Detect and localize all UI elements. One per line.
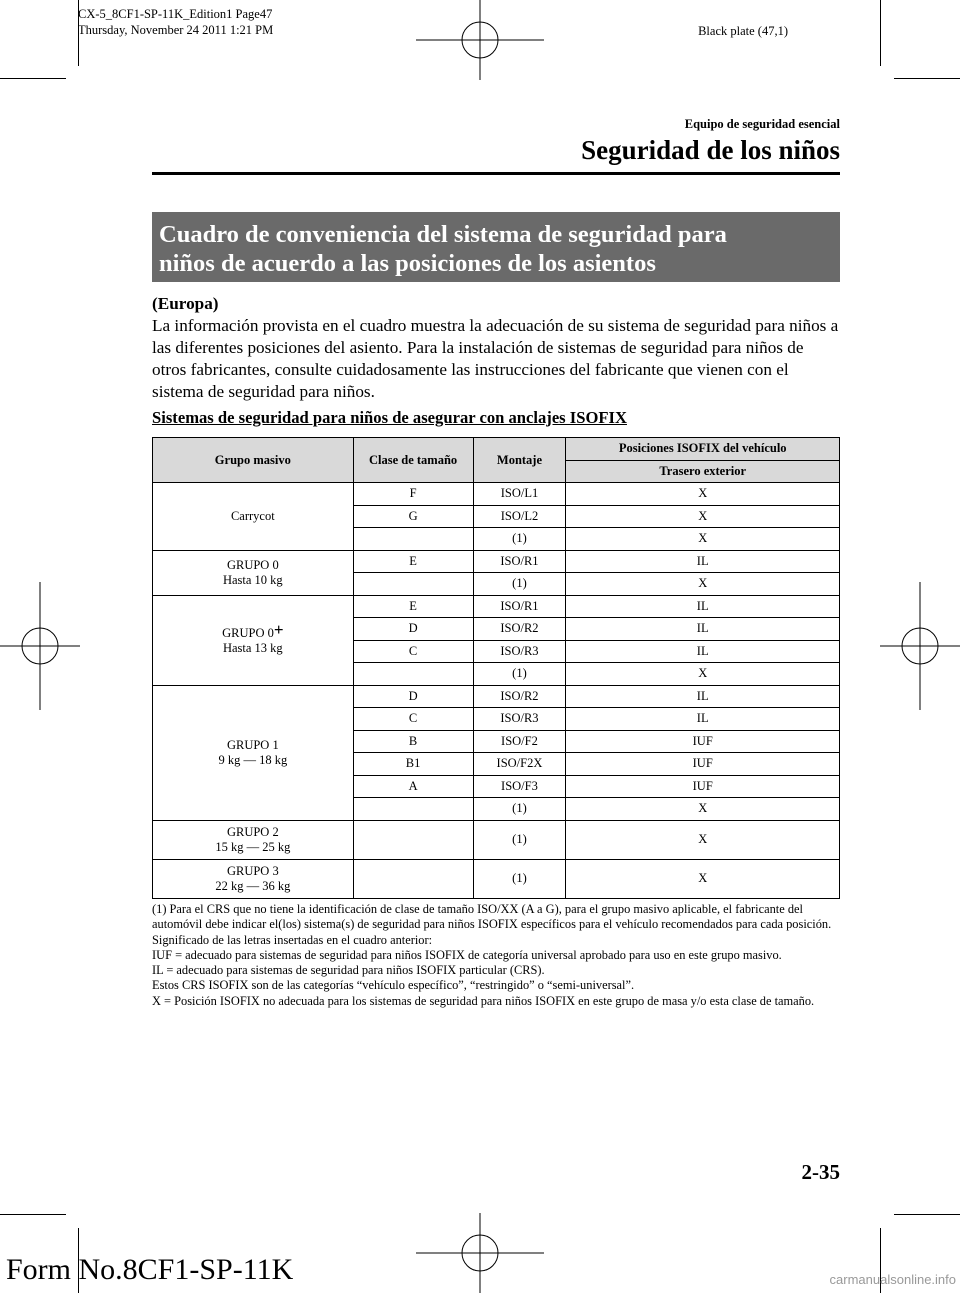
position-cell: X: [566, 820, 840, 859]
table-row: [153, 550, 840, 573]
group-weight: Hasta 13 kg: [222, 640, 283, 655]
region-label: (Europa): [152, 294, 219, 313]
position-cell: IL: [566, 618, 840, 641]
mount-cell: (1): [473, 859, 566, 898]
size-class-cell: E: [353, 595, 473, 618]
position-cell: X: [566, 573, 840, 596]
mount-cell: ISO/F2X: [473, 753, 566, 776]
header-rule: [152, 172, 840, 175]
mount-cell: ISO/L2: [473, 505, 566, 528]
crop-mark: [880, 0, 881, 66]
page-number: 2-35: [801, 1160, 840, 1184]
position-cell: X: [566, 859, 840, 898]
table-row: [153, 483, 840, 506]
mount-cell: (1): [473, 798, 566, 821]
section-label: Equipo de seguridad esencial: [684, 117, 840, 131]
crop-mark: [0, 78, 66, 79]
group-weight: Hasta 10 kg: [222, 572, 283, 587]
group-weight: 9 kg ― 18 kg: [218, 752, 288, 767]
group-name: Carrycot: [230, 508, 275, 523]
position-cell: IUF: [566, 753, 840, 776]
size-class-cell: D: [353, 685, 473, 708]
table-row: [153, 685, 840, 708]
group-cell: [153, 859, 354, 898]
position-cell: IUF: [566, 730, 840, 753]
size-class-cell: B: [353, 730, 473, 753]
position-cell: X: [566, 505, 840, 528]
mount-cell: ISO/L1: [473, 483, 566, 506]
crop-mark: [0, 1214, 66, 1215]
print-metadata: [78, 6, 273, 38]
mount-cell: ISO/F3: [473, 775, 566, 798]
header-trasero: Trasero exterior: [566, 460, 840, 483]
size-class-cell: D: [353, 618, 473, 641]
group-cell: [153, 483, 354, 551]
mount-cell: ISO/F2: [473, 730, 566, 753]
position-cell: IL: [566, 550, 840, 573]
registration-mark-left: [0, 582, 80, 710]
registration-mark-right: [880, 582, 960, 710]
position-cell: IL: [566, 708, 840, 731]
footnote: X = Posición ISOFIX no adecuada para los sistemas de seguridad para niños ISOFIX en este grupo de masa y/o esta clase de tamaño.: [152, 993, 815, 1008]
group-name: GRUPO 0: [222, 625, 274, 640]
header-posiciones: Posiciones ISOFIX del vehículo: [566, 438, 840, 461]
position-cell: X: [566, 528, 840, 551]
position-cell: X: [566, 483, 840, 506]
group-cell: [153, 595, 354, 685]
plus-icon: +: [273, 619, 284, 639]
watermark: carmanualsonline.info: [829, 1272, 956, 1287]
topic-banner: [152, 212, 840, 282]
position-cell: IL: [566, 595, 840, 618]
mount-cell: ISO/R2: [473, 685, 566, 708]
size-class-cell: [353, 820, 473, 859]
group-name: GRUPO 2: [226, 824, 279, 839]
size-class-cell: F: [353, 483, 473, 506]
footnote: Significado de las letras insertadas en el cuadro anterior:: [152, 932, 433, 947]
size-class-cell: [353, 573, 473, 596]
size-class-cell: E: [353, 550, 473, 573]
size-class-cell: [353, 528, 473, 551]
size-class-cell: [353, 798, 473, 821]
mount-cell: (1): [473, 528, 566, 551]
size-class-cell: C: [353, 708, 473, 731]
group-weight: 15 kg ― 25 kg: [215, 839, 291, 854]
table-row: [153, 820, 840, 859]
footnote: IL = adecuado para sistemas de seguridad para niños ISOFIX particular (CRS).: [152, 963, 545, 978]
banner-line-2: niños de acuerdo a las posiciones de los asientos: [159, 250, 656, 277]
chapter-title: Seguridad de los niños: [581, 135, 840, 165]
form-number: Form No.8CF1-SP-11K: [6, 1253, 294, 1286]
isofix-table-body: [153, 483, 840, 899]
footnote: (1) Para el CRS que no tiene la identificación de clase de tamaño ISO/XX (A a G), para el grupo masivo aplicable, el fabricante del automóvil debe indicar el(los) sistema(s) de seguridad para niños ISOFIX específicos para el vehículo recomendados para cada posición.: [152, 902, 832, 932]
group-weight: 22 kg ― 36 kg: [215, 878, 291, 893]
mount-cell: (1): [473, 573, 566, 596]
group-cell: [153, 820, 354, 859]
registration-mark-top: [416, 0, 544, 80]
group-name-wrap: [153, 619, 353, 641]
mount-cell: ISO/R3: [473, 708, 566, 731]
registration-mark-bottom: [416, 1213, 544, 1293]
group-cell: [153, 685, 354, 820]
group-name: GRUPO 0: [226, 557, 279, 572]
mount-cell: (1): [473, 820, 566, 859]
group-cell: [153, 550, 354, 595]
banner-line-1: Cuadro de conveniencia del sistema de seguridad para: [159, 221, 727, 248]
size-class-cell: [353, 859, 473, 898]
position-cell: X: [566, 798, 840, 821]
crop-mark: [894, 1214, 960, 1215]
mount-cell: ISO/R1: [473, 595, 566, 618]
size-class-cell: [353, 663, 473, 686]
section-title: Sistemas de seguridad para niños de asegurar con anclajes ISOFIX: [152, 408, 627, 427]
crop-mark: [894, 78, 960, 79]
position-cell: IL: [566, 685, 840, 708]
size-class-cell: B1: [353, 753, 473, 776]
intro-paragraph: La información provista en el cuadro muestra la adecuación de su sistema de seguridad para niños a las diferentes posiciones del asiento. Para la instalación de sistemas de seguridad para niños de otros fabricantes, consulte cuidadosamente las instrucciones del fabricante que vienen con el sistema de seguridad para niños.: [152, 316, 839, 401]
size-class-cell: C: [353, 640, 473, 663]
mount-cell: ISO/R3: [473, 640, 566, 663]
position-cell: IUF: [566, 775, 840, 798]
isofix-table: [152, 437, 840, 899]
footnote: Estos CRS ISOFIX son de las categorías “vehículo específico”, “restringido” o “semi-universal”.: [152, 978, 635, 993]
size-class-cell: G: [353, 505, 473, 528]
mount-cell: (1): [473, 663, 566, 686]
plate-label: Black plate (47,1): [698, 24, 788, 38]
table-row: [153, 859, 840, 898]
header-grupo: Grupo masivo: [153, 438, 354, 483]
mount-cell: ISO/R2: [473, 618, 566, 641]
position-cell: X: [566, 663, 840, 686]
header-montaje: Montaje: [473, 438, 566, 483]
group-name: GRUPO 1: [226, 737, 279, 752]
footnote: IUF = adecuado para sistemas de seguridad para niños ISOFIX de categoría universal aprobado para uso en este grupo masivo.: [152, 947, 782, 962]
table-row: [153, 595, 840, 618]
print-timestamp: Thursday, November 24 2011 1:21 PM: [78, 23, 274, 37]
group-name: GRUPO 3: [226, 863, 279, 878]
print-file-name: CX-5_8CF1-SP-11K_Edition1 Page47: [78, 7, 273, 21]
size-class-cell: A: [353, 775, 473, 798]
mount-cell: ISO/R1: [473, 550, 566, 573]
footnotes: [152, 902, 842, 1009]
header-clase: Clase de tamaño: [353, 438, 473, 483]
intro-text: [152, 293, 842, 403]
position-cell: IL: [566, 640, 840, 663]
